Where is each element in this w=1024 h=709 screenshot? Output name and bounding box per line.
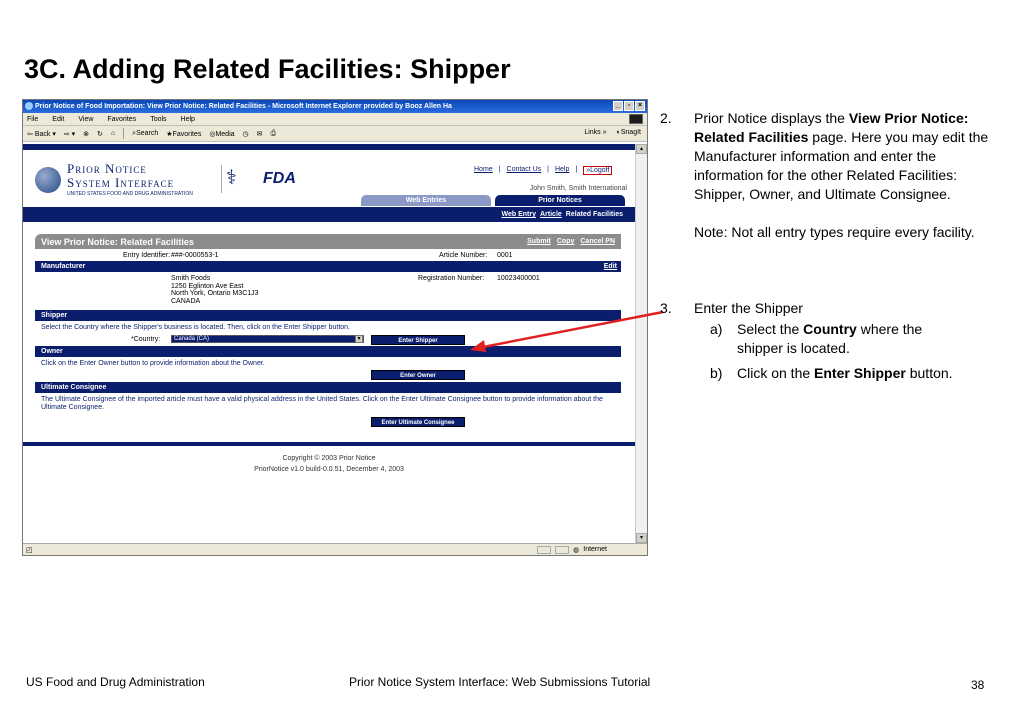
manufacturer-line: 1250 Eglinton Ave East (171, 282, 244, 290)
separator: | (575, 166, 578, 173)
window-titlebar (23, 100, 647, 113)
nav-article[interactable]: Article (540, 211, 562, 218)
sub-nav (23, 207, 635, 222)
slide-title: 3C. Adding Related Facilities: Shipper (24, 54, 511, 84)
substep-a (660, 320, 1000, 364)
ie-icon (25, 102, 33, 110)
back-button[interactable]: ⇦ Back ▾ (27, 130, 56, 138)
status-pane (555, 546, 569, 554)
page-number: 38 (971, 678, 985, 692)
menu-view[interactable]: View (78, 115, 94, 123)
copy-link[interactable]: Copy (556, 238, 575, 245)
menu-favorites[interactable]: Favorites (107, 115, 137, 123)
enter-ultimate-consignee-button[interactable]: Enter Ultimate Consignee (371, 417, 465, 427)
step-number: 3. (660, 300, 672, 316)
footer-center: Prior Notice System Interface: Web Submissions Tutorial (349, 675, 651, 689)
owner-button-row (35, 368, 621, 382)
tab-web-entries[interactable]: Web Entries (361, 195, 491, 206)
shipper-header: Shipper (35, 310, 621, 321)
favorites-button[interactable]: ★Favorites (166, 130, 202, 138)
page-title: View Prior Notice: Related Facilities (41, 236, 194, 247)
step-number: 2. (660, 110, 672, 126)
footer-divider (23, 442, 635, 446)
article-number-value: 0001 (497, 252, 513, 259)
app-header (23, 150, 635, 207)
hhs-eagle-icon: ⚕ (221, 165, 251, 193)
user-name: John Smith, Smith International (529, 185, 627, 192)
separator: | (498, 166, 501, 173)
scroll-up-icon[interactable]: ▴ (636, 144, 647, 154)
print-icon[interactable]: ⎙ (270, 129, 277, 137)
substep-b (660, 364, 1000, 383)
instructions-panel (660, 109, 1000, 383)
owner-instruction: Click on the Enter Owner button to provide information about the Owner. (41, 360, 265, 367)
browser-toolbar (23, 126, 647, 142)
status-zone: Internet (583, 546, 607, 553)
windows-logo-icon (629, 114, 643, 124)
snagit-button[interactable]: ◐SnagIt (616, 129, 641, 136)
history-icon[interactable]: ◷ (242, 130, 249, 138)
article-number-label: Article Number: (439, 252, 488, 259)
step-3 (660, 299, 1000, 318)
note-text: Note: Not all entry types require every facility. (694, 224, 975, 240)
search-button[interactable]: ⌕Search (132, 129, 159, 137)
home-icon[interactable]: ⌂ (110, 130, 116, 137)
consignee-header: Ultimate Consignee (35, 382, 621, 393)
page-header (35, 234, 621, 249)
scroll-down-icon[interactable]: ▾ (636, 533, 647, 543)
cancel-pn-link[interactable]: Cancel PN (580, 238, 615, 245)
status-bar (23, 543, 647, 555)
status-pane (537, 546, 551, 554)
version: PriorNotice v1.0 build-0.0.51, December 4, 2003 (254, 466, 404, 473)
enter-owner-button[interactable]: Enter Owner (371, 370, 465, 380)
menu-edit[interactable]: Edit (52, 115, 65, 123)
manufacturer-line: CANADA (171, 297, 201, 305)
globe-logo-icon (35, 167, 61, 193)
page-icon: ◰ (26, 546, 33, 554)
close-icon[interactable]: × (635, 101, 645, 111)
refresh-icon[interactable]: ↻ (97, 130, 103, 138)
shipper-instruction: Select the Country where the Shipper's business is located. Then, click on the Enter Shipper button. (41, 324, 350, 331)
registration-number-label: Registration Number: (418, 275, 485, 282)
maximize-icon[interactable]: ▫ (624, 101, 634, 111)
menu-tools[interactable]: Tools (150, 115, 167, 123)
stop-icon[interactable]: ⊗ (83, 130, 90, 138)
media-button[interactable]: ◎Media (209, 130, 235, 138)
substep-text: Click on the Enter Shipper button. (737, 365, 953, 381)
contact-us-link[interactable]: Contact Us (506, 166, 542, 173)
separator: | (547, 166, 549, 173)
chevron-down-icon: ▾ (355, 335, 363, 343)
substep-label: a) (710, 321, 723, 337)
consignee-button-row (35, 412, 621, 426)
footer-left: US Food and Drug Administration (26, 675, 205, 689)
minimize-icon[interactable]: _ (613, 101, 623, 111)
forward-button[interactable]: ⇨ ▾ (63, 130, 76, 138)
edit-link[interactable]: Edit (603, 263, 617, 270)
tab-prior-notices[interactable]: Prior Notices (495, 195, 625, 206)
app-tabs (361, 195, 625, 206)
registration-number-value: 10023400001 (497, 275, 540, 282)
internet-zone-icon: ◍ (573, 546, 580, 554)
manufacturer-line: North York, Ontario M3C1J3 (171, 290, 259, 297)
logo-subtitle: UNITED STATES FOOD AND DRUG ADMINISTRATION (67, 191, 193, 197)
consignee-instruction: The Ultimate Consignee of the imported article must have a valid physical address in the United States. Click on the Enter Ultimate Consignee button to provide information about the Ultimate Consignee. (41, 396, 603, 411)
step-text: Enter the Shipper (694, 300, 803, 316)
manufacturer-line: Smith Foods (171, 275, 211, 282)
menu-bar (23, 113, 647, 126)
fda-logo: FDA (263, 170, 296, 187)
copyright: Copyright © 2003 Prior Notice (282, 455, 376, 462)
mail-icon[interactable]: ✉ (256, 130, 263, 138)
nav-related-facilities: Related Facilities (565, 211, 623, 218)
country-label: *Country: (131, 336, 161, 343)
home-link[interactable]: Home (474, 166, 493, 173)
annotation-arrow (466, 300, 666, 360)
arrow-head-icon (470, 340, 486, 352)
app-footer (23, 453, 635, 475)
links-button[interactable]: Links » (584, 129, 607, 136)
step-2 (660, 109, 1000, 223)
entry-identifier-value: ###-0000553-1 (171, 252, 219, 259)
top-links (474, 166, 612, 175)
menu-help[interactable]: Help (180, 115, 195, 123)
arrow-line (478, 312, 663, 348)
substep-text: Select the Country where the shipper is located. (737, 321, 923, 356)
country-select[interactable]: Canada (CA) ▾ (171, 335, 364, 343)
nav-web-entry[interactable]: Web Entry (501, 211, 536, 218)
identifier-row (35, 249, 621, 261)
enter-shipper-button[interactable]: Enter Shipper (371, 335, 465, 345)
menu-file[interactable]: File (27, 115, 39, 123)
window-title: Prior Notice of Food Importation: View Prior Notice: Related Facilities - Microsoft Internet Explorer provided by Booz Allen Ha (35, 103, 452, 110)
logoff-button[interactable]: »Logoff (583, 166, 612, 175)
step-text: Prior Notice displays the View Prior Notice: Related Facilities page. Here you may edit the Manufacturer information and enter the information for the other Related Facilities: Shipper, Owner, and Ultimate Consignee. (694, 110, 989, 202)
owner-header: Owner (35, 346, 621, 357)
entry-identifier-label: Entry Identifier: (123, 252, 171, 259)
help-link[interactable]: Help (554, 166, 570, 173)
app-logo: Prior Notice System Interface (67, 161, 175, 190)
submit-link[interactable]: Submit (527, 238, 551, 245)
toolbar-divider (123, 128, 124, 139)
substep-label: b) (710, 365, 723, 381)
manufacturer-header: Manufacturer Edit (35, 261, 621, 272)
